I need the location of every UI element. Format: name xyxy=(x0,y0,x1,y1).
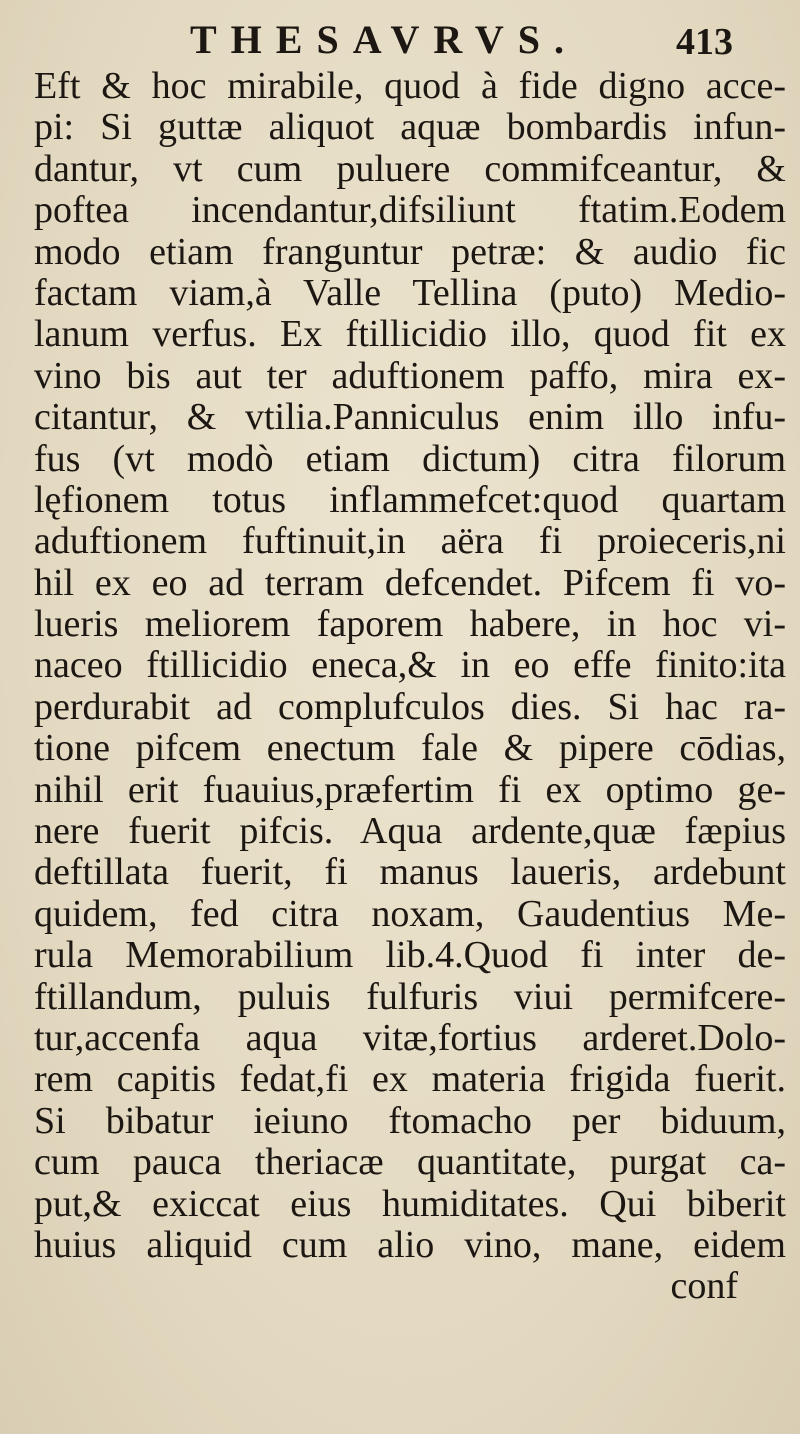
text-line: quidem, fed citra noxam, Gaudentius Me- xyxy=(34,893,786,935)
text-line: modo etiam franguntur petræ: & audio fic xyxy=(34,231,786,273)
text-line: pi: Si guttæ aliquot aquæ bombardis infun- xyxy=(34,107,786,149)
catchword: conf xyxy=(670,1266,738,1308)
text-line: tione pifcem enectum fale & pipere cōdias, xyxy=(34,728,786,770)
text-line: rula Memorabilium lib.4.Quod fi inter de- xyxy=(34,935,786,977)
running-head xyxy=(0,14,800,66)
text-line: factam viam,à Valle Tellina (puto) Medio- xyxy=(34,272,786,314)
text-line: put,& exiccat eius humiditates. Qui biberit xyxy=(34,1183,786,1225)
text-line: dantur, vt cum puluere commifceantur, & xyxy=(34,148,786,190)
page-number: 413 xyxy=(676,21,733,63)
text-line: lęfionem totus inflammefcet:quod quartam xyxy=(34,479,786,521)
text-line: perdurabit ad complufculos dies. Si hac ra- xyxy=(34,686,786,728)
text-line: hil ex eo ad terram defcendet. Pifcem fi vo- xyxy=(34,562,786,604)
text-line: tur,accenfa aqua vitæ,fortius arderet.Dolo- xyxy=(34,1017,786,1059)
text-line: poftea incendantur,difsiliunt ftatim.Eodem xyxy=(34,190,786,232)
text-line: citantur, & vtilia.Panniculus enim illo infu- xyxy=(34,397,786,439)
text-line: huius aliquid cum alio vino, mane, eidem xyxy=(34,1224,786,1266)
text-line: naceo ftillicidio eneca,& in eo effe finito:ita xyxy=(34,645,786,687)
text-line: fus (vt modò etiam dictum) citra filorum xyxy=(34,438,786,480)
text-line: deftillata fuerit, fi manus laueris, ardebunt xyxy=(34,852,786,894)
text-line: rem capitis fedat,fi ex materia frigida fuerit. xyxy=(34,1059,786,1101)
text-line: lanum verfus. Ex ftillicidio illo, quod fit ex xyxy=(34,314,786,356)
text-line: cum pauca theriacæ quantitate, purgat ca- xyxy=(34,1142,786,1184)
text-line: lueris meliorem faporem habere, in hoc vi- xyxy=(34,604,786,646)
text-line: nihil erit fuauius,præfertim fi ex optimo ge- xyxy=(34,769,786,811)
text-line: Eft & hoc mirabile, quod à fide digno acce- xyxy=(34,66,786,107)
text-line: ftillandum, puluis fulfuris viui permifcere- xyxy=(34,976,786,1018)
text-line: Si bibatur ieiuno ftomacho per biduum, xyxy=(34,1100,786,1142)
text-line: vino bis aut ter aduftionem paffo, mira ex- xyxy=(34,355,786,397)
text-line: aduftionem fuftinuit,in aëra fi proieceris,ni xyxy=(34,521,786,563)
running-title: THESAVRVS. xyxy=(190,17,578,62)
text-line: nere fuerit pifcis. Aqua ardente,quæ fæpius xyxy=(34,811,786,853)
body-text xyxy=(34,66,786,1308)
